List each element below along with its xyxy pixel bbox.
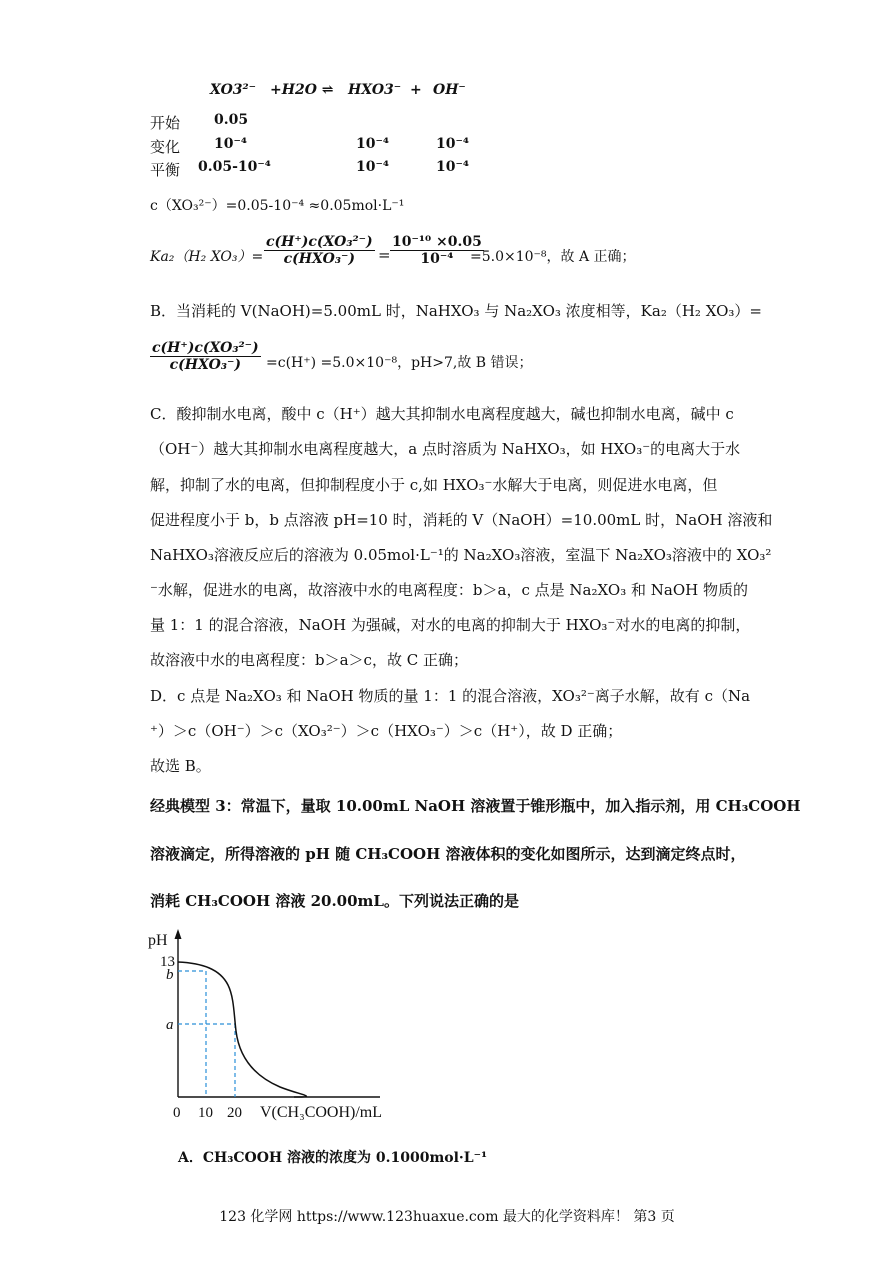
ice-c3: 10⁻⁴ — [436, 136, 470, 152]
fraction-numerator: c(H⁺)c(XO₃²⁻) — [266, 234, 373, 250]
ice-c1: 10⁻⁴ — [214, 136, 248, 152]
ka-fraction-1 — [264, 234, 375, 267]
concentration-line: c（XO₃²⁻）=0.05-10⁻⁴ ≈0.05mol·L⁻¹ — [150, 198, 405, 214]
page-footer: 123 化学网 https://www.123huaxue.com 最大的化学资料库！ 第3 页 — [219, 1209, 675, 1225]
equation-plus: + — [410, 82, 422, 98]
option-c-line-1: C．酸抑制水电离，酸中 c（H⁺）越大其抑制水电离程度越大，碱也抑制水电离，碱中 c — [150, 405, 734, 423]
model-line-1: 经典模型 3：常温下，量取 10.00mL NaOH 溶液置于锥形瓶中，加入指示剂，用 CH₃COOH — [150, 797, 801, 815]
equation-product2: OH⁻ — [433, 82, 466, 98]
x-axis-label: V(CH₃COOH)/mL — [260, 1104, 383, 1121]
option-c-line-8: 故溶液中水的电离程度：b＞a＞c，故 C 正确； — [150, 651, 468, 669]
fraction-denominator: c(HXO₃⁻) — [283, 251, 355, 267]
ice-c1: 0.05-10⁻⁴ — [198, 159, 271, 175]
answer-line: 故选 B。 — [150, 757, 211, 775]
option-c-line-4: 促进程度小于 b，b 点溶液 pH=10 时，消耗的 V（NaOH）=10.00mL 时，NaOH 溶液和 — [150, 511, 773, 529]
y-tick-b: b — [166, 967, 174, 983]
option-d-line-2: ⁺）＞c（OH⁻）＞c（XO₃²⁻）＞c（HXO₃⁻）＞c（H⁺），故 D 正确； — [150, 722, 623, 740]
ka-equals: = — [378, 246, 391, 264]
fraction-numerator: c(H⁺)c(XO₃²⁻) — [152, 340, 259, 356]
ice-label: 变化 — [150, 138, 181, 156]
fraction-numerator: 10⁻¹⁰ ×0.05 — [392, 234, 482, 250]
ice-label: 开始 — [150, 114, 181, 132]
option-a: A．CH₃COOH 溶液的浓度为 0.1000mol·L⁻¹ — [178, 1150, 488, 1166]
ice-c2: 10⁻⁴ — [356, 136, 390, 152]
ice-c2: 10⁻⁴ — [356, 159, 390, 175]
b-conclusion: =c(H⁺) =5.0×10⁻⁸，pH>7,故 B 错误； — [266, 355, 533, 371]
ka-prefix: Ka₂（H₂ XO₃）= — [150, 249, 264, 265]
equation-reactant: XO3²⁻ — [210, 82, 257, 98]
model-line-3: 消耗 CH₃COOH 溶液 20.00mL。下列说法正确的是 — [150, 892, 519, 910]
titration-curve — [178, 962, 306, 1097]
model-line-2: 溶液滴定，所得溶液的 pH 随 CH₃COOH 溶液体积的变化如图所示，达到滴定终点时， — [150, 845, 746, 863]
y-axis-label: pH — [148, 932, 168, 949]
y-tick-a: a — [166, 1017, 174, 1033]
option-c-line-5: NaHXO₃溶液反应后的溶液为 0.05mol·L⁻¹的 Na₂XO₃溶液，室温下 Na₂XO₃溶液中的 XO₃² — [150, 546, 772, 564]
ice-label: 平衡 — [150, 161, 181, 179]
x-tick-20: 20 — [227, 1105, 242, 1121]
option-c-line-3: 解，抑制了水的电离，但抑制程度小于 c,如 HXO₃⁻水解大于电离，则促进水电离，但 — [150, 476, 718, 494]
option-c-line-7: 量 1：1 的混合溶液，NaOH 为强碱，对水的电离的抑制大于 HXO₃⁻对水的电离的抑制， — [150, 616, 751, 634]
y-tick-13: 13 — [160, 954, 175, 970]
b-fraction — [150, 340, 261, 373]
fraction-denominator: 10⁻⁴ — [420, 251, 454, 267]
option-b-explanation: B．当消耗的 V(NaOH)=5.00mL 时，NaHXO₃ 与 Na₂XO₃ 浓度相等，Ka₂（H₂ XO₃）= — [150, 302, 762, 320]
fraction-denominator: c(HXO₃⁻) — [169, 357, 241, 373]
x-tick-0: 0 — [173, 1105, 181, 1121]
equation-product1: HXO3⁻ — [348, 82, 402, 98]
equation-water: +H2O ⇌ — [270, 82, 334, 98]
ka-suffix: =5.0×10⁻⁸，故 A 正确； — [470, 249, 636, 265]
option-d-line-1: D．c 点是 Na₂XO₃ 和 NaOH 物质的量 1：1 的混合溶液，XO₃²⁻离子水解，故有 c（Na — [150, 687, 751, 705]
titration-chart — [140, 925, 420, 1125]
option-c-line-6: ⁻水解，促进水的电离，故溶液中水的电离程度：b＞a，c 点是 Na₂XO₃ 和 NaOH 物质的 — [150, 581, 748, 599]
option-c-line-2: （OH⁻）越大其抑制水电离程度越大，a 点时溶质为 NaHXO₃，如 HXO₃⁻的电离大于水 — [150, 440, 741, 458]
ice-c3: 10⁻⁴ — [436, 159, 470, 175]
x-tick-10: 10 — [198, 1105, 213, 1121]
ice-c1: 0.05 — [214, 112, 249, 128]
y-axis-arrow — [175, 929, 182, 939]
